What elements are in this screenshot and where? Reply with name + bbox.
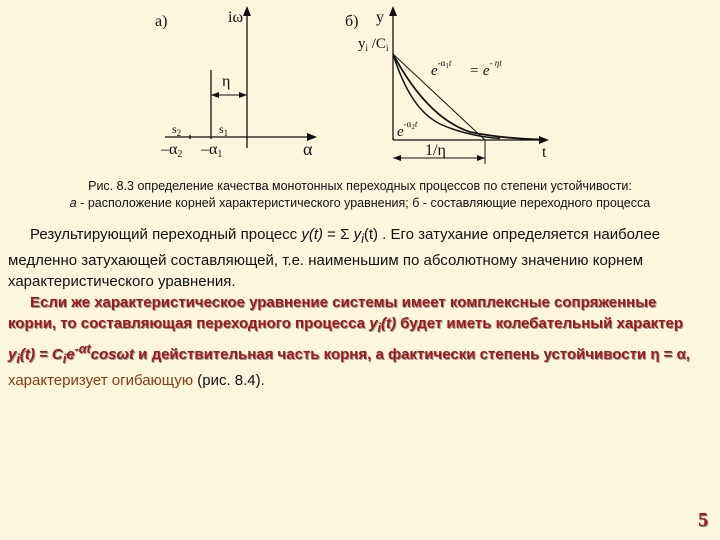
caption-a-letter: а — [69, 196, 77, 210]
para1-yi — [353, 226, 364, 246]
interval-label: 1/η — [425, 142, 446, 159]
main-text — [8, 224, 708, 391]
para1-text-2: . Его затухание определяется наиболее медленно затухающей составляющей, т.е. наименьшим по абсолютному значению корнем характеристического уравнения. — [8, 226, 661, 290]
formula-eq: (t) = C — [19, 346, 63, 363]
para2-text-1: Если же характеристическое уравнение системы имеет комплексные сопряженные корни, то составляющая переходного процесса — [8, 294, 657, 332]
t-axis-arrow-icon — [539, 136, 549, 144]
para2-text-2: будет иметь колебательный характер — [396, 315, 684, 332]
para2-figure-ref: (рис. 8.4). — [193, 372, 265, 389]
formula-y: y — [8, 346, 17, 363]
paragraph-transient-process — [8, 224, 708, 292]
para2-text-3: и действительная часть корня, а фактически степень устойчивости η = α, — [134, 346, 690, 363]
interval-arrow-left-icon — [393, 155, 401, 161]
para2-yi-arg: (t) — [381, 315, 397, 332]
figure-b-label: б) — [345, 13, 359, 30]
page-number: 5 — [698, 509, 708, 531]
figure-b — [345, 6, 549, 164]
interval-arrow-right-icon — [477, 155, 485, 161]
exp-eta-label: = $e^{- \eta t}$ — [469, 58, 502, 79]
para1-text-1: Результирующий переходный процесс — [30, 226, 302, 243]
para1-yi-arg: (t) — [363, 226, 379, 243]
para1-sum: = Σ — [323, 226, 354, 243]
para2-yi — [369, 315, 397, 335]
real-axis-label: α — [303, 139, 313, 159]
para2-formula — [8, 342, 135, 366]
exp-alpha2-label: $e^{-\alpha}2t$ — [397, 119, 418, 140]
eta-arrow-right-icon — [239, 92, 247, 98]
paragraph-complex-roots — [8, 292, 708, 391]
formula-y-sub: i — [16, 352, 20, 366]
formula-cos: cosωt — [90, 346, 135, 363]
formula-e: e — [66, 346, 75, 363]
t-axis-label: t — [542, 144, 547, 161]
figure-caption — [20, 178, 700, 212]
imaginary-axis-label: iω — [228, 9, 243, 26]
para2-yi-sub: i — [377, 321, 382, 335]
figure-8-3 — [0, 0, 720, 180]
y-axis-label: y — [376, 9, 384, 26]
y-axis-arrow-icon — [389, 6, 397, 16]
exp-alpha1-label: $e^{-\alpha}1t$ — [431, 58, 452, 79]
imaginary-axis-arrow-icon — [243, 6, 251, 16]
formula-c-sub: i — [62, 352, 67, 366]
eta-arrow-left-icon — [211, 92, 219, 98]
para1-yt: y(t) — [301, 226, 324, 243]
para1-yi-sub: i — [361, 232, 364, 246]
para2-envelope-text: характеризует огибающую — [8, 372, 194, 389]
root-s1-label: $s_1$ — [219, 122, 229, 138]
formula-exp: -αt — [74, 342, 91, 356]
figure-a — [155, 6, 317, 160]
root-s2-label: $s_2$ — [172, 122, 182, 138]
curve-label-yi-ci: $y_i$ $/C_i$ — [358, 36, 389, 53]
alpha2-label: –α2 — [161, 141, 183, 160]
alpha1-label: –α1 — [201, 141, 223, 160]
para2-yi-base: y — [369, 315, 378, 332]
eta-label: η — [222, 73, 231, 90]
caption-line-2 — [20, 195, 700, 212]
caption-line-2-text: - расположение корней характеристического уравнения; б - составляющие переходного процесса — [76, 196, 651, 210]
caption-line-1: Рис. 8.3 определение качества монотонных переходных процессов по степени устойчивости: — [88, 179, 632, 193]
figure-a-label: а) — [155, 13, 168, 30]
para1-yi-base: y — [353, 226, 362, 243]
